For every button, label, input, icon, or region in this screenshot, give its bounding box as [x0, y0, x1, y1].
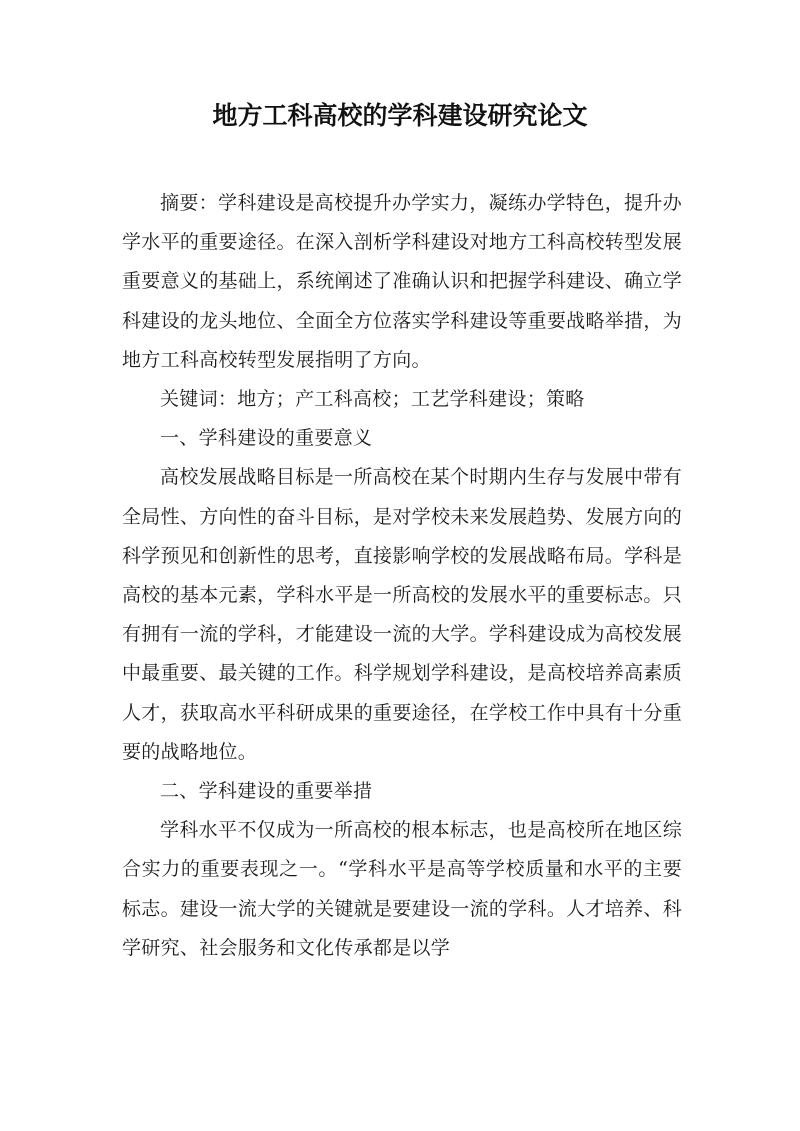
keywords-paragraph: 关键词：地方；产工科高校；工艺学科建设；策略 [160, 388, 585, 411]
section-heading-2: 二、学科建设的重要举措 [160, 780, 373, 803]
document-body [122, 184, 682, 968]
body-paragraph: 高校发展战略目标是一所高校在某个时期内生存与发展中带有全局性、方向性的奋斗目标，是对学校未来发展趋势、发展方向的科学预见和创新性的思考，直接影响学校的发展战略布局。学科是高校的基本元素，学科水平是一所高校的发展水平的重要标志。只有拥有一流的学科，才能建设一流的大学。学科建设成为高校发展中最重要、最关键的工作。科学规划学科建设，是高校培养高素质人才，获取高水平科研成果的重要途径，在学校工作中具有十分重要的战略地位。 [122, 466, 682, 763]
abstract-paragraph: 摘要：学科建设是高校提升办学实力，凝练办学特色，提升办学水平的重要途径。在深入剖析学科建设对地方工科高校转型发展重要意义的基础上，系统阐述了准确认识和把握学科建设、确立学科建设的龙头地位、全面全方位落实学科建设等重要战略举措，为地方工科高校转型发展指明了方向。 [122, 192, 682, 371]
body-paragraph: 学科水平不仅成为一所高校的根本标志，也是高校所在地区综合实力的重要表现之一。“学科水平是高等学校质量和水平的主要标志。建设一流大学的关键就是要建设一流的学科。人才培养、科学研究、社会服务和文化传承都是以学 [122, 819, 682, 959]
section-heading-1: 一、学科建设的重要意义 [160, 427, 373, 450]
document-title: 地方工科高校的学科建设研究论文 [212, 101, 588, 130]
